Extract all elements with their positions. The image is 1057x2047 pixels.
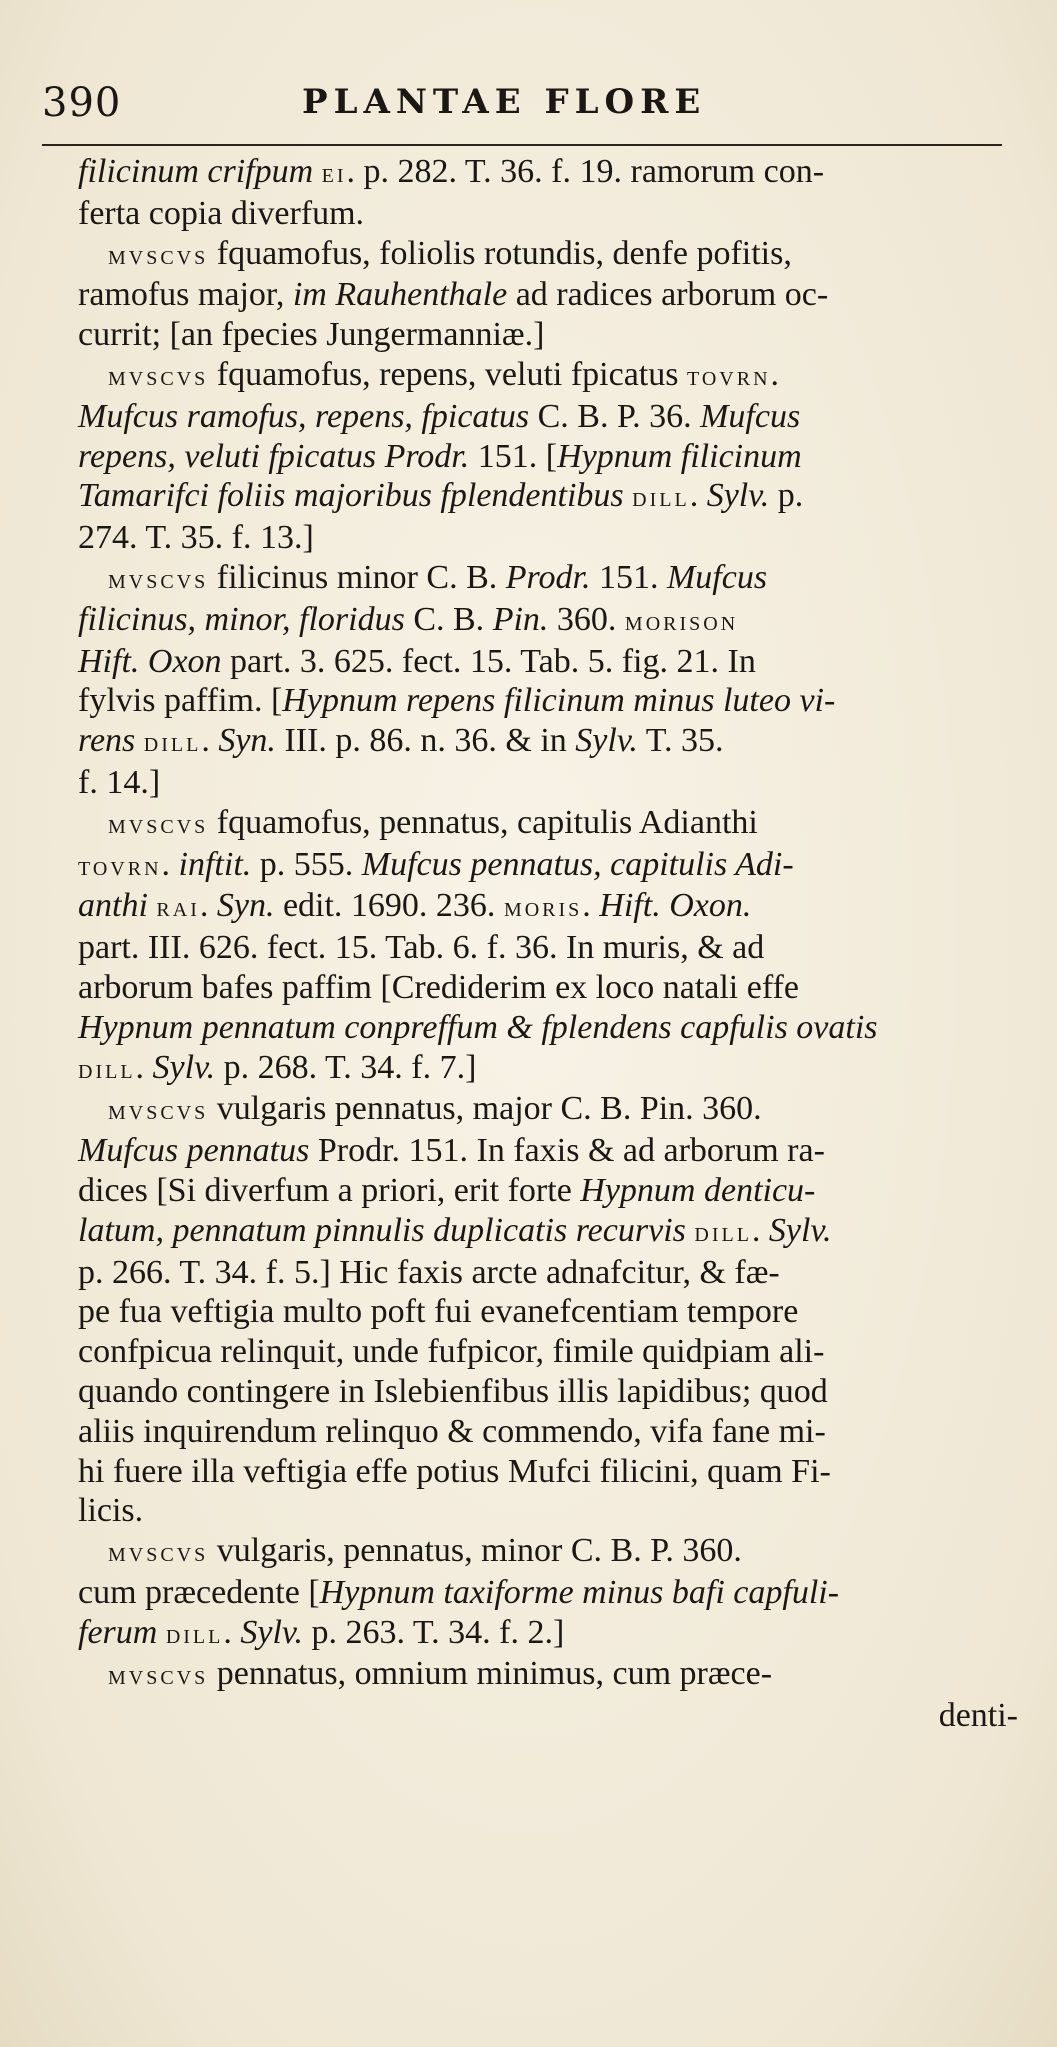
text-line <box>78 355 1038 397</box>
text-run: fquamofus, pennatus, capitulis Adianthi <box>208 803 758 841</box>
text-run: III. p. 86. n. 36. & in <box>275 722 576 760</box>
text-line <box>78 1292 1038 1332</box>
text-line <box>78 721 1038 763</box>
italic-text: Hypnum repens filicinum minus luteo vi- <box>282 682 836 720</box>
text-run: fquamofus, foliolis rotundis, denfe pofitis, <box>208 234 792 272</box>
author-name: dill <box>165 1618 224 1650</box>
text-run: confpicua relinquit, unde fufpicor, fimile quidpiam ali- <box>78 1333 825 1371</box>
text-run <box>313 153 322 190</box>
text-line <box>78 1131 1038 1171</box>
italic-text: Sylv. <box>240 1613 303 1651</box>
author-name: dill <box>632 482 690 514</box>
italic-text: Hypnum filicinum <box>557 437 802 475</box>
text-run: vulgaris, pennatus, minor C. B. P. 360. <box>208 1532 742 1570</box>
text-run: 274. T. 35. f. 13.] <box>78 519 314 557</box>
italic-text: Hift. Oxon. <box>599 887 752 925</box>
text-run: licis. <box>78 1492 144 1530</box>
text-line <box>78 803 1038 845</box>
italic-text: rens <box>78 722 136 760</box>
text-run: 360. <box>548 600 625 638</box>
text-line <box>78 437 1038 477</box>
text-run: . p. 282. T. 36. f. 19. ramorum con- <box>346 153 825 190</box>
italic-text: anthi <box>78 887 148 925</box>
author-name: morison <box>624 605 739 637</box>
running-title: PLANTAE FLORE <box>302 82 707 122</box>
author-name: tovrn <box>686 360 771 392</box>
italic-text: filicinus, minor, floridus <box>78 600 405 638</box>
italic-text: Hift. Oxon <box>78 642 222 680</box>
text-line <box>78 1452 1038 1492</box>
text-run: p. <box>769 477 804 515</box>
author-name: mvscvs <box>108 1537 209 1569</box>
text-line <box>78 397 1038 437</box>
text-run: ad radices arborum oc- <box>507 276 829 314</box>
italic-text: ferum <box>78 1613 158 1651</box>
text-run: edit. 1690. 236. <box>274 887 504 925</box>
italic-text: Mufcus pennatus <box>78 1132 310 1170</box>
text-run: pennatus, omnium minimus, cum præce- <box>208 1655 773 1693</box>
text-run: . <box>199 887 217 925</box>
italic-text: im Rauhenthale <box>292 276 508 314</box>
text-line <box>78 1491 1038 1531</box>
text-run: part. 3. 625. fect. 15. Tab. 5. fig. 21. In <box>221 642 756 680</box>
author-name: mvscvs <box>108 1660 209 1692</box>
author-name: mvscvs <box>108 808 209 840</box>
text-run: p. 555. <box>251 845 362 883</box>
text-run: filicinus minor C. B. <box>208 558 506 596</box>
author-name: ei <box>321 158 347 189</box>
italic-text: Mufcus pennatus, capitulis Adi- <box>361 845 794 883</box>
text-run: fylvis paffim. [ <box>78 682 283 720</box>
text-run: p. 268. T. 34. f. 7.] <box>215 1048 477 1086</box>
author-name: dill <box>78 1053 136 1085</box>
body-text <box>78 152 1038 1736</box>
text-run: . <box>751 1211 769 1249</box>
text-line <box>78 1253 1038 1293</box>
text-line <box>78 1089 1038 1131</box>
text-run <box>157 1614 166 1651</box>
text-run: f. 14.] <box>78 763 161 801</box>
text-run: C. B. P. 36. <box>529 397 701 435</box>
text-line <box>78 1531 1038 1573</box>
text-line <box>78 1211 1038 1253</box>
text-line <box>78 234 1038 276</box>
text-line <box>78 152 1038 194</box>
text-line <box>78 275 1038 315</box>
text-line <box>78 194 1038 234</box>
text-run: cum præcedente [ <box>78 1573 320 1611</box>
author-name: moris <box>503 892 583 924</box>
text-line <box>78 600 1038 642</box>
author-name: dill <box>694 1216 752 1248</box>
author-name: rai <box>156 892 200 924</box>
text-line <box>78 518 1038 558</box>
text-run: . <box>135 1048 153 1086</box>
text-run: dices [Si diverfum a priori, erit forte <box>78 1171 581 1209</box>
text-line <box>78 642 1038 682</box>
text-run: part. III. 626. fect. 15. Tab. 6. f. 36. In muris, & ad <box>78 929 765 967</box>
text-run: T. 35. <box>637 722 724 760</box>
text-run: 151. <box>590 558 667 596</box>
italic-text: Prodr. <box>505 558 591 596</box>
italic-text: Sylv. <box>152 1048 216 1086</box>
author-name: mvscvs <box>108 360 209 392</box>
text-run <box>135 722 144 759</box>
text-run: . <box>201 722 219 760</box>
text-line <box>78 1696 1038 1736</box>
text-run <box>624 477 633 514</box>
italic-text: Mufcus <box>700 397 801 435</box>
italic-text: repens, veluti fpicatus Prodr. <box>78 437 470 475</box>
author-name: mvscvs <box>108 239 209 271</box>
text-line <box>78 1412 1038 1452</box>
text-line <box>78 1171 1038 1211</box>
text-line <box>78 928 1038 968</box>
text-run: . <box>223 1613 241 1651</box>
italic-text: Pin. <box>492 600 549 638</box>
text-run: denti- <box>938 1697 1018 1735</box>
text-line <box>78 845 1038 887</box>
text-run: ramofus major, <box>78 276 293 314</box>
italic-text: inftit. <box>178 845 252 883</box>
author-name: mvscvs <box>108 563 209 595</box>
text-run: . <box>582 887 600 925</box>
text-run: hi fuere illa veftigia effe potius Mufci filicini, quam Fi- <box>78 1452 831 1490</box>
text-line <box>78 558 1038 600</box>
italic-text: Mufcus ramofus, repens, fpicatus <box>78 397 530 435</box>
text-line <box>78 968 1038 1008</box>
text-run: vulgaris pennatus, major C. B. Pin. 360. <box>208 1090 762 1128</box>
text-line <box>78 1613 1038 1655</box>
header-rule <box>42 144 1002 146</box>
italic-text: Syn. <box>218 722 276 760</box>
text-line <box>78 1048 1038 1090</box>
text-line <box>78 315 1038 355</box>
text-run: currit; [an fpecies Jungermanniæ.] <box>78 316 545 354</box>
text-line <box>78 681 1038 721</box>
italic-text: latum, pennatum pinnulis duplicatis recurvis <box>78 1211 686 1249</box>
italic-text: Sylv. <box>706 477 770 515</box>
text-line <box>78 1573 1038 1613</box>
text-run: . <box>161 845 179 883</box>
text-run: 151. [ <box>469 437 558 475</box>
text-run: ferta copia diverfum. <box>78 194 365 232</box>
text-line <box>78 1332 1038 1372</box>
italic-text: Sylv. <box>575 722 638 760</box>
text-line <box>78 886 1038 928</box>
text-line <box>78 763 1038 803</box>
italic-text: Hypnum denticu- <box>580 1171 816 1209</box>
italic-text: Mufcus <box>666 558 768 596</box>
italic-text: Tamarifci foliis majoribus fplendentibus <box>78 477 624 515</box>
italic-text: Sylv. <box>768 1211 832 1249</box>
text-run: Prodr. 151. In faxis & ad arborum ra- <box>309 1132 825 1170</box>
author-name: dill <box>143 727 202 759</box>
text-run: aliis inquirendum relinquo & commendo, vifa fane mi- <box>78 1412 826 1450</box>
text-run: arborum bafes paffim [Crediderim ex loco natali effe <box>78 968 799 1006</box>
text-run: quando contingere in Islebienfibus illis lapidibus; quod <box>78 1372 828 1410</box>
author-name: mvscvs <box>108 1095 209 1127</box>
author-name: tovrn <box>78 850 162 882</box>
text-run: p. 263. T. 34. f. 2.] <box>302 1613 565 1651</box>
italic-text: Hypnum taxiforme minus bafi capfuli- <box>319 1573 840 1611</box>
text-run: pe fua veftigia multo poft fui evanefcentiam tempore <box>78 1293 799 1331</box>
text-run: fquamofus, repens, veluti fpicatus <box>208 355 687 393</box>
text-run: C. B. <box>404 600 493 638</box>
text-line <box>78 1372 1038 1412</box>
text-line <box>78 1008 1038 1048</box>
italic-text: Hypnum pennatum conpreffum & fplendens capfulis ovatis <box>78 1008 878 1046</box>
text-line <box>78 1654 1038 1696</box>
text-run: p. 266. T. 34. f. 5.] Hic faxis arcte adnafcitur, & fæ- <box>78 1253 780 1291</box>
italic-text: Syn. <box>216 887 275 925</box>
text-run: . <box>770 355 780 393</box>
page-header <box>42 80 1032 138</box>
text-line <box>78 476 1038 518</box>
italic-text: filicinum crifpum <box>78 153 314 190</box>
text-run: . <box>689 477 707 515</box>
page-number: 390 <box>42 80 122 126</box>
